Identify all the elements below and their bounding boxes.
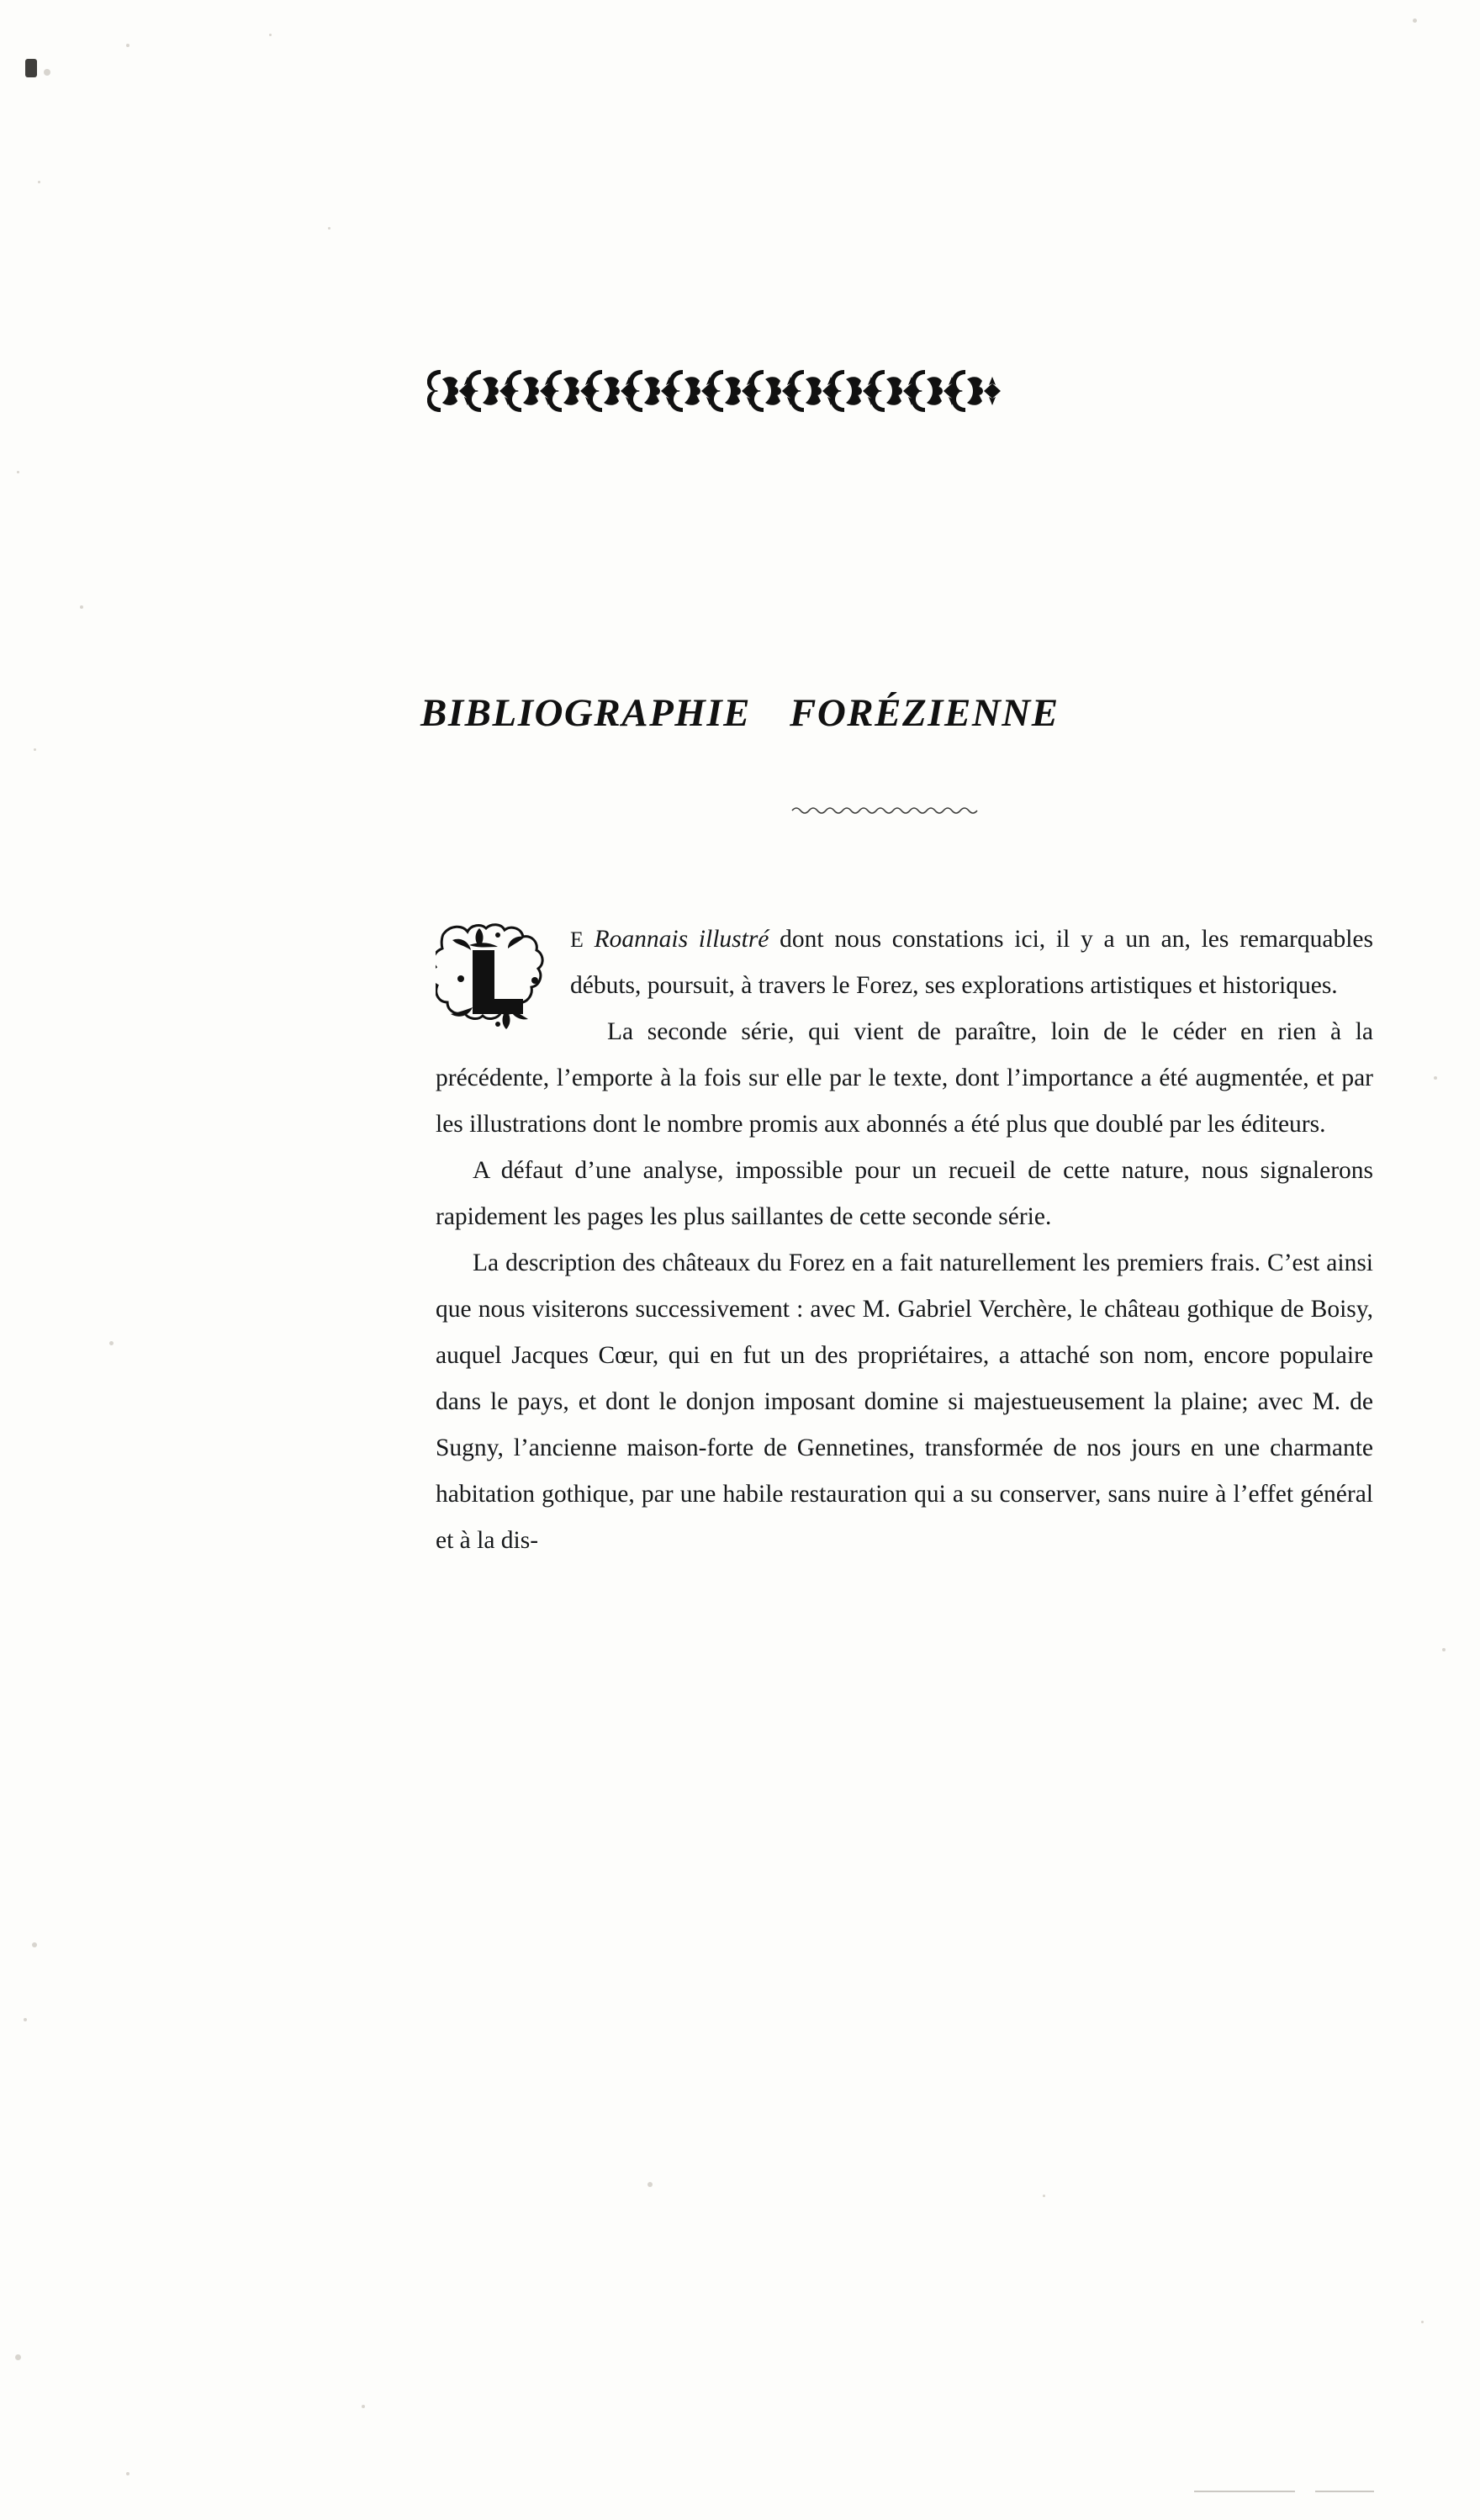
paper-speck [1442,1648,1446,1651]
paper-speck [362,2405,365,2408]
paragraph-text: E Roannais illustré dont nous constations ici, il y a un an, les remarquables débuts, poursuit, à travers le Forez, ses explorations artistiques et historiques. [570,926,1373,999]
footer-dash-right [1315,2491,1374,2492]
paper-speck [1413,18,1417,23]
illuminated-dropcap-L [436,920,563,1046]
paper-speck [32,1942,37,1947]
paper-speck [126,44,130,47]
paper-speck [38,181,40,183]
title-word-2: FORÉZIENNE [789,691,1060,736]
footer-dash-left [1194,2491,1295,2492]
paper-speck [648,2182,653,2187]
paragraph [436,917,1373,1009]
paragraph-text: La description des châteaux du Forez en a fait naturellement les premiers frais. C’est ainsi que nous visiterons successivement : avec M. Gabriel Verchère, le château gothique de Boisy, auquel Jacques Cœur, qui en fut un des propriétaires, a attaché son nom, encore populaire dans le pays, et dont le donjon imposant domine si majestueusement la plaine; avec M. de Sugny, l’ancienne maison-forte de Gennetines, transformée de nos jours en une charmante habitation gothique, par une habile restauration qui a su conserver, sans nuire à l’effet général et à la dis- [436,1249,1373,1554]
paper-speck [1043,2195,1045,2197]
paper-speck [1421,2321,1424,2323]
paper-speck [328,227,330,230]
paragraph-text: A défaut d’une analyse, impossible pour un recueil de cette nature, nous signalerons rapidement les pages les plus saillantes de cette seconde série. [436,1157,1373,1230]
paper-speck [109,1341,114,1345]
paragraph-text: La seconde série, qui vient de paraître, loin de le céder en rien à la précédente, l’emporte à la fois sur elle par le texte, dont l’importance a été augmentée, et par les illustrations dont le nombre promis aux abonnés a été plus que doublé par les éditeurs. [436,1018,1373,1138]
paragraph [436,1240,1373,1564]
paragraph [436,1009,1373,1148]
wavy-divider-rule [790,803,984,820]
paper-speck [269,34,272,36]
paper-speck [80,605,83,609]
floral-headband-ornament [420,362,1009,420]
paper-speck [34,748,36,751]
paper-speck [1434,1076,1437,1080]
body-text [436,917,1373,1564]
paper-speck [25,59,37,77]
paragraph [436,1148,1373,1240]
paper-speck [24,2018,27,2021]
page-title [420,690,1371,736]
paper-speck [15,2354,21,2360]
paper-speck [17,471,19,473]
paper-speck [44,69,50,76]
paper-speck [126,2472,130,2475]
title-word-1: BIBLIOGRAPHIE [420,691,751,736]
